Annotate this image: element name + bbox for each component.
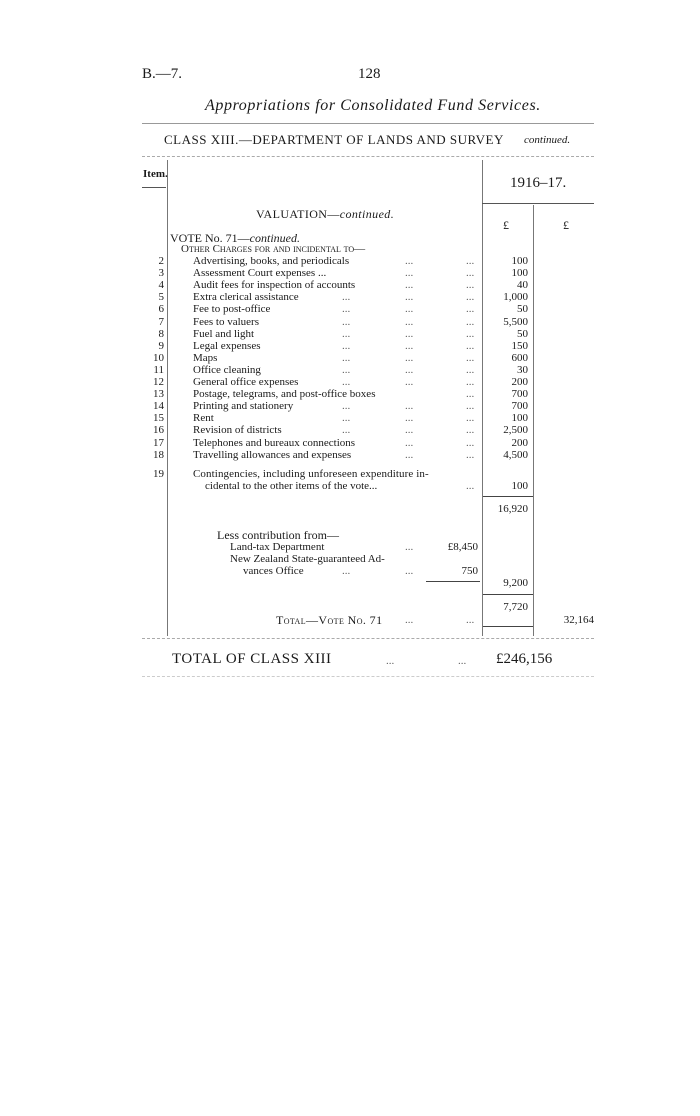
item-number: 16 bbox=[153, 424, 164, 437]
item-amount: 200 bbox=[511, 436, 528, 449]
leader-dots: ... bbox=[405, 376, 414, 388]
leader-dots: ... bbox=[466, 448, 475, 461]
leader-dots: ... bbox=[466, 327, 475, 340]
item-description: Advertising, books, and periodicals bbox=[193, 255, 350, 267]
leader-dots: ... bbox=[342, 327, 351, 340]
leader-dots: ... bbox=[466, 400, 475, 413]
leader-dots: ... bbox=[405, 327, 414, 340]
table-row bbox=[0, 388, 700, 400]
contribution-label: Land-tax Department bbox=[230, 541, 325, 553]
class-continued: continued. bbox=[524, 134, 571, 146]
page-number: 128 bbox=[358, 66, 381, 82]
subtotal-amount: 16,920 bbox=[497, 503, 528, 515]
other-charges-subhead: Other Charges for and incidental to— bbox=[181, 243, 366, 255]
leader-dots: ... bbox=[405, 436, 414, 449]
leader-dots: ... bbox=[342, 351, 351, 364]
class-total-amount: £246,156 bbox=[496, 651, 553, 667]
contribution-total-amount: 9,200 bbox=[503, 577, 528, 589]
leader-dots: ... bbox=[386, 655, 395, 667]
contribution-amount: 750 bbox=[461, 565, 478, 577]
leader-dots: ... bbox=[405, 363, 414, 376]
item-number: 10 bbox=[153, 351, 164, 364]
page-heading: Appropriations for Consolidated Fund Services. bbox=[205, 97, 541, 114]
leader-dots: ... bbox=[466, 315, 475, 328]
total-rule bbox=[483, 626, 533, 627]
leader-dots: ... bbox=[458, 655, 467, 667]
item-amount: 2,500 bbox=[503, 424, 528, 437]
leader-dots: ... bbox=[466, 279, 475, 292]
item-description-continued: cidental to the other items of the vote... bbox=[205, 480, 378, 492]
item-amount: 50 bbox=[517, 327, 528, 340]
less-contribution-title: Less contribution from— bbox=[217, 528, 339, 542]
item-description: Fee to post-office bbox=[193, 303, 271, 316]
item-description: Assessment Court expenses ... bbox=[193, 267, 327, 280]
document-reference: B.—7. bbox=[142, 66, 183, 82]
item-number: 12 bbox=[153, 376, 164, 388]
item-column-header: Item. bbox=[143, 168, 168, 180]
leader-dots: ... bbox=[405, 541, 414, 553]
item-amount: 100 bbox=[511, 255, 528, 267]
leader-dots: ... bbox=[342, 565, 351, 577]
leader-dots: ... bbox=[405, 351, 414, 364]
leader-dots: ... bbox=[466, 351, 475, 364]
leader-dots: ... bbox=[405, 291, 414, 304]
item-number: 17 bbox=[153, 436, 164, 449]
leader-dots: ... bbox=[405, 303, 414, 316]
item-amount: 5,500 bbox=[503, 315, 528, 328]
table-row bbox=[0, 279, 700, 291]
item-description: Audit fees for inspection of accounts bbox=[193, 279, 356, 292]
leader-dots: ... bbox=[405, 255, 414, 267]
leader-dots: ... bbox=[342, 400, 351, 413]
item-amount: 200 bbox=[511, 376, 528, 388]
item-number: 9 bbox=[158, 339, 164, 352]
item-amount: 100 bbox=[511, 412, 528, 425]
item-header-underline bbox=[142, 187, 166, 188]
item-amount: 1,000 bbox=[503, 291, 528, 304]
section-title: VALUATION—continued. bbox=[256, 207, 395, 221]
net-rule bbox=[483, 594, 533, 595]
vote-label: VOTE No. 71—continued. bbox=[170, 231, 300, 245]
leader-dots: ... bbox=[342, 424, 351, 437]
leader-dots: ... bbox=[466, 388, 475, 401]
rule-dashed bbox=[142, 156, 594, 157]
item-amount: 4,500 bbox=[503, 448, 528, 461]
pound-symbol-col2: £ bbox=[563, 218, 569, 232]
table-row bbox=[0, 364, 700, 376]
contribution-label: New Zealand State-guaranteed Ad- bbox=[230, 553, 385, 565]
item-description: Postage, telegrams, and post-office boxes bbox=[193, 388, 376, 401]
table-row bbox=[0, 437, 700, 449]
pound-symbol-col1: £ bbox=[503, 218, 509, 232]
leader-dots: ... bbox=[466, 291, 475, 304]
leader-dots: ... bbox=[342, 339, 351, 352]
contribution-amount: £8,450 bbox=[447, 541, 478, 553]
item-description: Travelling allowances and expenses bbox=[193, 448, 352, 461]
item-amount: 150 bbox=[511, 339, 528, 352]
item-description: Revision of districts bbox=[193, 424, 282, 437]
item-number: 4 bbox=[158, 279, 164, 292]
item-number: 5 bbox=[158, 291, 164, 304]
table-row bbox=[0, 316, 700, 328]
leader-dots: ... bbox=[466, 424, 475, 437]
item-amount: 100 bbox=[511, 267, 528, 280]
leader-dots: ... bbox=[405, 614, 414, 626]
leader-dots: ... bbox=[466, 376, 475, 388]
item-description: Rent bbox=[193, 412, 214, 425]
item-description: Office cleaning bbox=[193, 363, 261, 376]
item-description: Fees to valuers bbox=[193, 315, 259, 328]
year-column-header: 1916–17. bbox=[510, 175, 567, 191]
year-header-rule bbox=[482, 203, 594, 204]
item-number: 11 bbox=[153, 363, 164, 376]
item-number: 14 bbox=[153, 400, 164, 413]
leader-dots: ... bbox=[342, 376, 351, 388]
item-amount: 50 bbox=[517, 303, 528, 316]
item-number: 6 bbox=[158, 303, 164, 316]
leader-dots: ... bbox=[405, 339, 414, 352]
item-description: Printing and stationery bbox=[193, 400, 294, 413]
table-row bbox=[0, 449, 700, 461]
contribution-sum-rule bbox=[426, 581, 480, 582]
leader-dots: ... bbox=[466, 255, 475, 267]
item-amount: 700 bbox=[511, 400, 528, 413]
leader-dots: ... bbox=[466, 614, 475, 626]
total-vote-amount: 32,164 bbox=[563, 614, 594, 626]
subtotal-rule bbox=[483, 496, 533, 497]
rule-top bbox=[142, 123, 594, 124]
item-number: 13 bbox=[153, 388, 164, 401]
leader-dots: ... bbox=[405, 400, 414, 413]
item-amount: 700 bbox=[511, 388, 528, 401]
leader-dots: ... bbox=[466, 412, 475, 425]
leader-dots: ... bbox=[342, 303, 351, 316]
contribution-label-continued: vances Office bbox=[243, 565, 304, 577]
net-amount: 7,720 bbox=[503, 601, 528, 613]
leader-dots: ... bbox=[405, 565, 414, 577]
item-number: 18 bbox=[153, 448, 164, 461]
item-amount: 100 bbox=[511, 480, 528, 492]
leader-dots: ... bbox=[466, 363, 475, 376]
item-description: Legal expenses bbox=[193, 339, 261, 352]
rule-bottom-dashed bbox=[142, 638, 594, 639]
item-number: 8 bbox=[158, 327, 164, 340]
table-row bbox=[0, 424, 700, 436]
item-number: 2 bbox=[158, 255, 164, 267]
item-amount: 30 bbox=[517, 363, 528, 376]
table-row bbox=[0, 303, 700, 315]
item-description: General office expenses bbox=[193, 376, 299, 388]
table-row bbox=[0, 400, 700, 412]
item-amount: 40 bbox=[517, 279, 528, 292]
item-description: Contingencies, including unforeseen expenditure in- bbox=[193, 468, 429, 480]
item-number: 19 bbox=[153, 468, 164, 480]
leader-dots: ... bbox=[405, 412, 414, 425]
item-description: Maps bbox=[193, 351, 218, 364]
item-amount: 600 bbox=[511, 351, 528, 364]
table-row bbox=[0, 291, 700, 303]
leader-dots: ... bbox=[466, 267, 475, 280]
rule-footer bbox=[142, 676, 594, 677]
leader-dots: ... bbox=[405, 315, 414, 328]
leader-dots: ... bbox=[342, 291, 351, 304]
item-number: 3 bbox=[158, 267, 164, 280]
table-row bbox=[0, 255, 700, 267]
item-number: 15 bbox=[153, 412, 164, 425]
leader-dots: ... bbox=[466, 480, 475, 492]
table-row bbox=[0, 267, 700, 279]
item-number: 7 bbox=[158, 315, 164, 328]
leader-dots: ... bbox=[466, 436, 475, 449]
table-row bbox=[0, 340, 700, 352]
leader-dots: ... bbox=[466, 303, 475, 316]
class-title: CLASS XIII.—DEPARTMENT OF LANDS AND SURVEY bbox=[164, 132, 504, 147]
leader-dots: ... bbox=[405, 279, 414, 292]
leader-dots: ... bbox=[342, 315, 351, 328]
leader-dots: ... bbox=[405, 267, 414, 280]
table-row bbox=[0, 352, 700, 364]
item-description: Extra clerical assistance bbox=[193, 291, 299, 304]
class-total-label: TOTAL OF CLASS XIII bbox=[172, 651, 332, 667]
item-description: Fuel and light bbox=[193, 327, 255, 340]
table-row bbox=[0, 412, 700, 424]
leader-dots: ... bbox=[342, 363, 351, 376]
table-row bbox=[0, 328, 700, 340]
leader-dots: ... bbox=[342, 412, 351, 425]
item-description: Telephones and bureaux connections bbox=[193, 436, 356, 449]
leader-dots: ... bbox=[466, 339, 475, 352]
table-row bbox=[0, 376, 700, 388]
leader-dots: ... bbox=[405, 448, 414, 461]
total-vote-label: Total—Vote No. 71 bbox=[276, 613, 383, 627]
leader-dots: ... bbox=[405, 424, 414, 437]
